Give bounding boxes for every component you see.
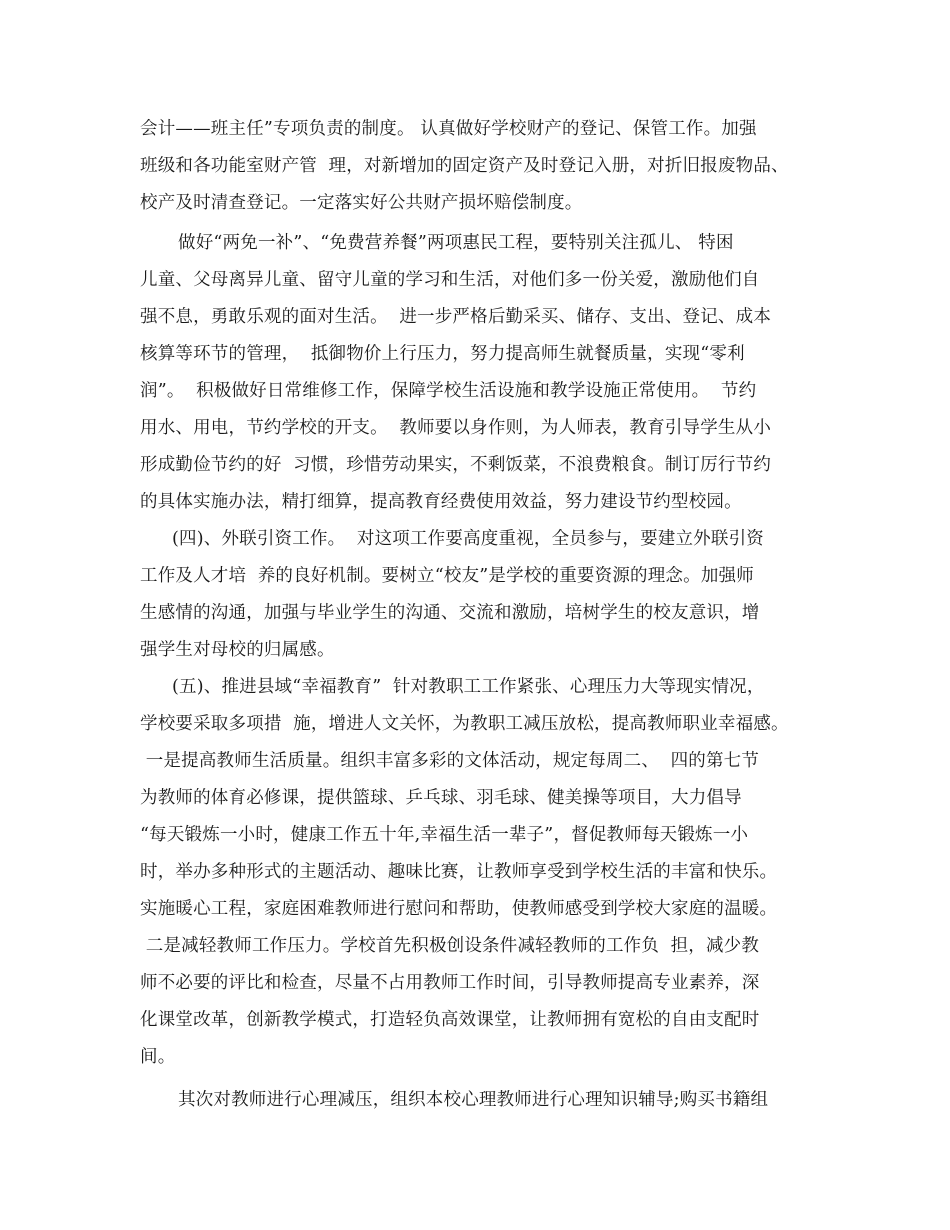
text-line: 间。: [140, 1047, 176, 1067]
text-line: 二是减轻教师工作压力。学校首先积极创设条件减轻教师的工作负 担，减少教: [140, 936, 760, 956]
text-line: 其次对教师进行心理减压，组织本校心理教师进行心理知识辅导;购买书籍组: [178, 1090, 769, 1110]
text-line: 班级和各功能室财产管 理，对新增加的固定资产及时登记入册，对折旧报废物品、: [140, 156, 789, 176]
text-line: “每天锻炼一小时，健康工作五十年,幸福生活一辈子”，督促教师每天锻炼一小: [140, 825, 749, 845]
text-line: 师不必要的评比和检查，尽量不占用教师工作时间，引导教师提高专业素养，深: [140, 973, 760, 993]
text-line: 实施暖心工程，家庭困难教师进行慰问和帮助，使教师感受到学校大家庭的温暖。: [140, 899, 778, 919]
text-line: 为教师的体育必修课，提供篮球、乒乓球、羽毛球、健美操等项目，大力倡导: [140, 788, 742, 808]
text-line: 的具体实施办法，精打细算，提高教育经费使用效益，努力建设节约型校园。: [140, 492, 742, 512]
text-line: 做好“两免一补”、“免费营养餐”两项惠民工程，要特别关注孤儿、 特困: [178, 233, 734, 253]
text-line: (四)、外联引资工作。 对这项工作要高度重视，全员参与，要建立外联引资: [172, 529, 764, 549]
text-line: 用水、用电，节约学校的开支。 教师要以身作则，为人师表，教育引导学生从小: [140, 418, 772, 438]
text-line: 一是提高教师生活质量。组织丰富多彩的文体活动，规定每周二、 四的第七节: [140, 751, 760, 771]
text-line: 会计——班主任”专项负责的制度。 认真做好学校财产的登记、保管工作。加强: [140, 119, 757, 139]
text-line: 工作及人才培 养的良好机制。要树立“校友”是学校的重要资源的理念。加强师: [140, 566, 754, 586]
text-line: 形成勤俭节约的好 习惯，珍惜劳动果实，不剩饭菜，不浪费粮食。制订厉行节约: [140, 455, 772, 475]
text-line: 儿童、父母离异儿童、留守儿童的学习和生活，对他们多一份关爱，激励他们自: [140, 270, 760, 290]
text-line: 强不息，勇敢乐观的面对生活。 进一步严格后勤采买、储存、支出、登记、成本: [140, 307, 772, 327]
text-line: 校产及时清查登记。一定落实好公共财产损坏赔偿制度。: [140, 193, 583, 213]
text-line: 学校要采取多项措 施，增进人文关怀，为教职工减压放松，提高教师职业幸福感。: [140, 714, 789, 734]
text-line: 强学生对母校的归属感。: [140, 640, 335, 660]
text-line: 化课堂改革，创新教学模式，打造轻负高效课堂，让教师拥有宽松的自由支配时: [140, 1010, 760, 1030]
text-line: 时，举办多种形式的主题活动、趣味比赛，让教师享受到学校生活的丰富和快乐。: [140, 862, 778, 882]
text-line: (五)、推进县域“幸福教育” 针对教职工工作紧张、心理压力大等现实情况，: [172, 677, 765, 697]
text-line: 核算等环节的管理， 抵御物价上行压力，努力提高师生就餐质量，实现“零利: [140, 344, 745, 364]
text-line: 润”。 积极做好日常维修工作，保障学校生活设施和教学设施正常使用。 节约: [140, 381, 757, 401]
text-line: 生感情的沟通，加强与毕业学生的沟通、交流和激励，培树学生的校友意识，增: [140, 603, 760, 623]
